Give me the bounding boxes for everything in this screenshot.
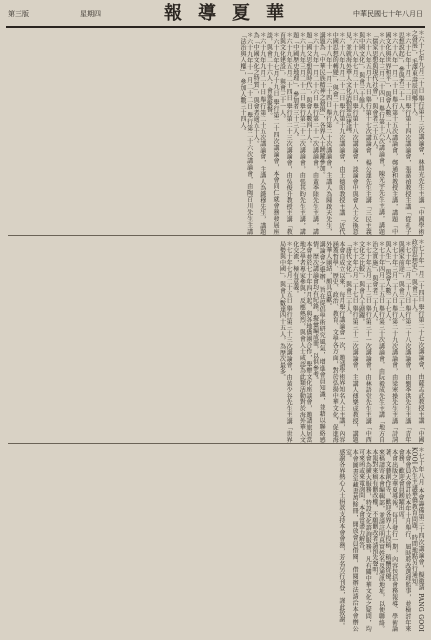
paragraph: ＊六十九年十一月二十二日 舉行第二十六次講論會，由陶百川先生主講「法治與人權」，參加人數三十四人。 (238, 32, 253, 235)
text-band-lower (8, 447, 423, 632)
paragraph: 感謝各界熱心人士捐款支持本會會務，芳名另行刊登，謹此致謝。 (337, 449, 345, 629)
paragraph: ＊六十八年五月十九日 舉行第十七次講論會，楊公達先生主講「三民主義與中國文化」，與會三十餘人。 (357, 32, 372, 235)
masthead-char: 夏 (232, 3, 250, 24)
masthead-char: 華 (266, 3, 284, 24)
text-band-upper (8, 30, 423, 236)
weekday: 星期四 (80, 10, 101, 18)
paragraph: 來稿請寄本會編輯部，並請註明真實姓名及通訊地址，以便聯絡。本報對來稿有刪改權，不願刪改者請預先聲明。 (370, 449, 385, 632)
paragraph: 講論會之舉辦，旨在提倡學術研究風氣，增進會員知識，並藉以聯絡感情。歷次講論會均有紀錄，擬彙編成冊，以供參考。 (311, 241, 326, 443)
paragraph: ＊六十八年九月二十二日 舉行第十九次講論會，由王德昭教授主講「近代中國思想的轉變」，與會二十九人。 (331, 32, 345, 235)
masthead-char: 報 (164, 3, 182, 24)
paragraph: ＊七十年七月二十五日 舉行第三十三次講論會，由黃少谷先生主講「世界局勢與中國」，與會人數達四十五人，為歷次最多。 (278, 241, 293, 443)
paragraph: 本會圖書室藏書萬餘冊，開放會員借閱，借閱辦法請洽本會辦公室。 (344, 449, 359, 632)
paragraph: ＊六十九年五月二十四日 舉行第二十三次講論會，由吳俊升教授主講「教育與文化建設」，與會三十一人。 (278, 32, 293, 235)
paragraph: 本會出版之華夏導報，每月發行一期，內容包括會務報導、學術論著、文藝創作等，歡迎各界人士投稿，稿酬從優。 (384, 449, 398, 632)
paragraph: ＊六十八年十一月二十四日 舉行第二十次講論會，主講人為陳啟天先生，講題為「中華民族精神之發揚」，各界人士踴躍參加。 (318, 32, 332, 235)
paragraph: ＊六十七年九月二十日 舉行第十三次講論會，林鼎光先生主講「中國學術之發展」，毛澤東壽辰同鄉十人。 (410, 30, 424, 235)
paragraph: ＊六十九年三月二十二日 舉行第二十二次講論會，由張其昀先生主講，講題「中國歷史地理」，參加者三十三人。 (291, 32, 306, 235)
paragraph: 本會並於七十年四月起，與各地僑團合作，舉辦文化座談會，邀請旅居當地之學者專家參與，反應熱烈，與會人士咸認為此類活動對於海外華人文化交流，極有意義。 (291, 241, 312, 443)
masthead-char: 導 (198, 3, 216, 24)
paragraph: 本會為擴大服務，特設文化諮詢服務，凡有關中華文化之疑問，均可來函或來電詢問，本會當盡力解答。 (357, 449, 372, 632)
article-body (8, 30, 423, 632)
paragraph: ＊六十九年一月二十六日 舉行第二十一次講論會，由黃季陸先生主講，講題「國父思想與時代」，與會人數四十人。 (304, 32, 319, 235)
paragraph: ＊六十八年三月二十四日 舉行第十六次講論會，陳光宇先生主講，講題「儒家思想與現代社會」，與會者三十五人。 (370, 32, 385, 235)
paragraph: ＊六十九年七月十九日 舉行第二十四次講論會，本會同仁就會務發展座談，與會二十六人，會後聚餐。 (265, 32, 279, 235)
paragraph: 本會會員大會訂於本年十月舉行，屆時將改選理監事，並檢討年來會務，歡迎會員踴躍出席。 (397, 449, 411, 632)
paragraph: ＊六十八年一月二十日 舉行第十五次講論會，鄭通和教授主講，講題「中國文化與世界和平」，與會人數二十八人。 (384, 32, 398, 235)
paragraph: ＊七十年五月二十三日 舉行第三十一次講論會，由林語堂先生主講「中西文化之比較」，與會人士踴躍。 (357, 241, 372, 443)
issue-date: 中華民國七十年八月日 (353, 10, 423, 18)
paragraph: ＊七十年一月二十四日 舉行第二十七次講論會，由薩孟武教授主講「中國政治思想史」，與會三十人。 (410, 239, 424, 443)
newspaper-header (6, 4, 425, 28)
paragraph: 本會自成立以來，每月舉行講論會一次，邀請學術界知名人士主講，內容涵蓋哲學、歷史、政治、教育、文學各方面，對於弘揚中華文化，促進海外華人團結，頗具貢獻。 (324, 241, 345, 443)
paragraph: ＊七十年四月二十五日 舉行第三十次講論會，由阮毅成先生主講「地方自治之實施」，與會者二十九人。 (370, 241, 385, 443)
masthead-title (164, 4, 284, 24)
paragraph: ＊七十年六月二十七日 舉行第三十二次講論會，主講人傅樂成教授，講題「唐代文化」，與會三十人。 (344, 241, 359, 443)
paragraph: ＊七十年八月 本會籌備第三十四次講論會，擬邀請 PANG GOOI KOOI 先生主講華僑教育問題，時間地點另行通知。 (410, 447, 424, 632)
page-number: 第三版 (8, 10, 29, 18)
paragraph: ＊六十八年七月二十八日 舉行第十八次講論會，談論會中與會人士交換意見，並就海外華人文化活動提出建議。 (344, 32, 359, 235)
paragraph: ＊六十七年十月二十二日 舉行第十四次講論會，張嘉禎教授主講「從孔子思想說起」，參與者三十一人。 (397, 32, 411, 235)
paragraph: ＊七十年三月二十八日 舉行第二十九次講論會，由梁寒操先生主講「詩詞與人生」，與會人數二十七人。 (384, 241, 398, 443)
paragraph: ＊七十年二月二十八日 舉行第二十八次講論會，由劉季洪先生主講「青年與國家前途」，與會三十二人。 (397, 241, 411, 443)
text-band-middle (8, 239, 423, 444)
paragraph: ＊六十九年九月二十日 舉行第二十五次講論會，主講人為錢穆先生，講題為「中國文化之特質」，與會者逾五十人。 (252, 32, 266, 235)
